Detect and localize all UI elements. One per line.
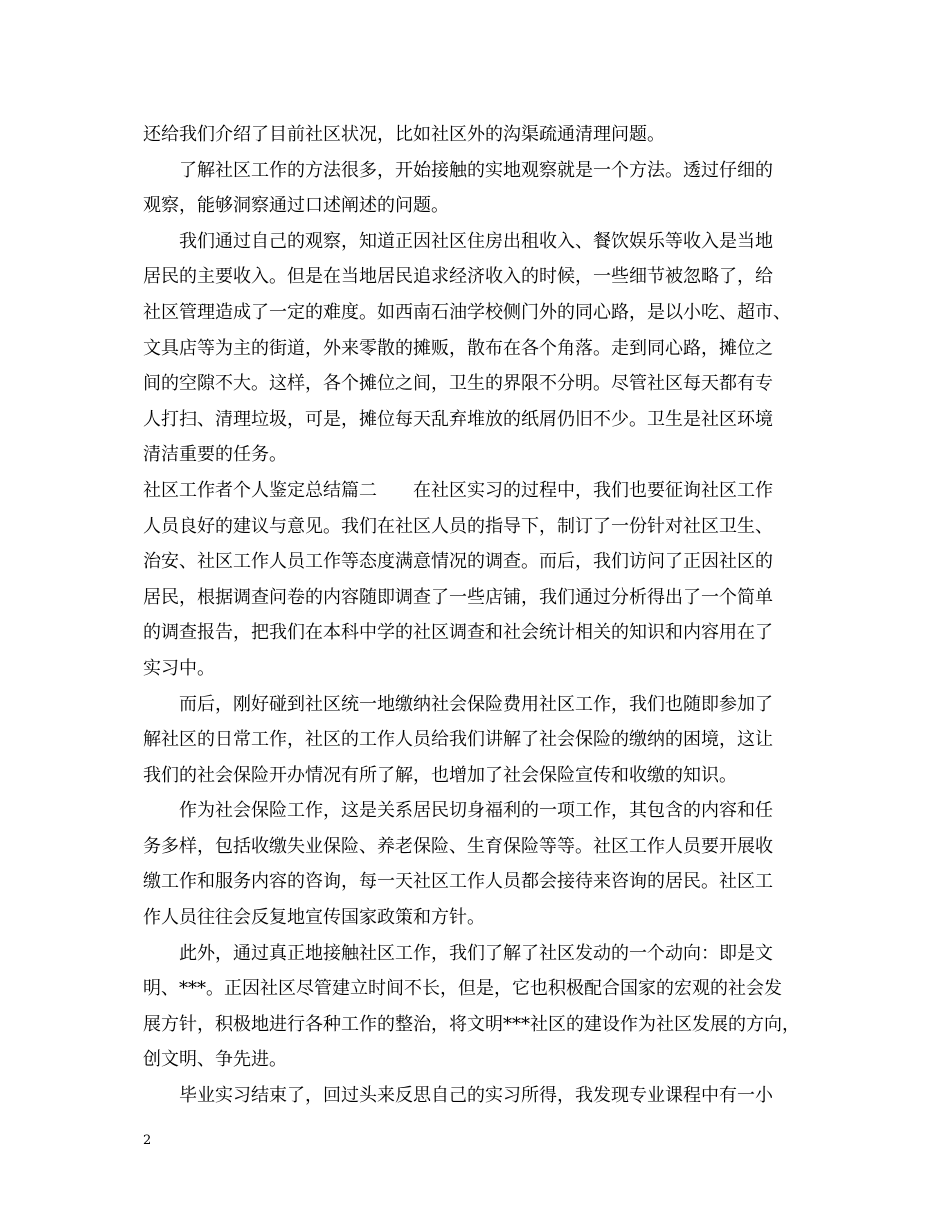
section-heading-line: 社区工作者个人鉴定总结篇二 在社区实习的过程中，我们也要征询社区工作 [143,479,773,501]
text-line: 人打扫、清理垃圾，可是，摊位每天乱弃堆放的纸屑仍旧不少。卫生是社区环境 [143,408,773,430]
text-line: 社区管理造成了一定的难度。如西南石油学校侧门外的同心路，是以小吃、超市、 [143,301,791,323]
text-line: 明、***。正因社区尽管建立时间不长，但是，它也积极配合国家的宏观的社会发 [143,978,782,1000]
text-line: 居民，根据调查问卷的内容随即调查了一些店铺，我们通过分析得出了一个简单 [143,586,773,608]
text-line: 我们通过自己的观察，知道正因社区住房出租收入、餐饮娱乐等收入是当地 [179,230,773,252]
page-number: 2 [143,1133,152,1148]
text-line: 了解社区工作的方法很多，开始接触的实地观察就是一个方法。透过仔细的 [179,159,773,181]
text-line: 作人员往往会反复地宣传国家政策和方针。 [143,907,485,929]
text-line: 实习中。 [143,657,215,679]
text-line: 我们的社会保险开办情况有所了解，也增加了社会保险宣传和收缴的知识。 [143,764,737,786]
text-line: 而后，刚好碰到社区统一地缴纳社会保险费用社区工作，我们也随即参加了 [179,693,773,715]
text-line: 缴工作和服务内容的咨询，每一天社区工作人员都会接待来咨询的居民。社区工 [143,871,773,893]
text-line: 还给我们介绍了目前社区状况，比如社区外的沟渠疏通清理问题。 [143,124,665,145]
text-line: 毕业实习结束了，回过头来反思自己的实习所得，我发现专业课程中有一小 [179,1085,773,1107]
text-line: 务多样，包括收缴失业保险、养老保险、生育保险等等。社区工作人员要开展收 [143,835,773,857]
text-line: 文具店等为主的街道，外来零散的摊贩，散布在各个角落。走到同心路，摊位之 [143,337,773,359]
text-line: 清洁重要的任务。 [143,444,287,466]
text-line: 的调查报告，把我们在本科中学的社区调查和社会统计相关的知识和内容用在了 [143,622,773,644]
text-line: 观察，能够洞察通过口述阐述的问题。 [143,195,449,217]
text-line: 人员良好的建议与意见。我们在社区人员的指导下，制订了一份针对社区卫生、 [143,515,773,537]
body-text [143,117,815,1114]
text-line: 展方针，积极地进行各种工作的整治，将文明***社区的建设作为社区发展的方向， [143,1013,800,1035]
text-line: 创文明、争先进。 [143,1049,287,1071]
text-line: 居民的主要收入。但是在当地居民追求经济收入的时候，一些细节被忽略了，给 [143,266,773,288]
text-line: 间的空隙不大。这样，各个摊位之间，卫生的界限不分明。尽管社区每天都有专 [143,373,773,395]
text-line: 治安、社区工作人员工作等态度满意情况的调查。而后，我们访问了正因社区的 [143,551,773,573]
text-line: 解社区的日常工作，社区的工作人员给我们讲解了社会保险的缴纳的困境，这让 [143,729,773,751]
text-line: 作为社会保险工作，这是关系居民切身福利的一项工作，其包含的内容和任 [179,800,773,822]
text-line: 此外，通过真正地接触社区工作，我们了解了社区发动的一个动向：即是文 [179,942,773,964]
